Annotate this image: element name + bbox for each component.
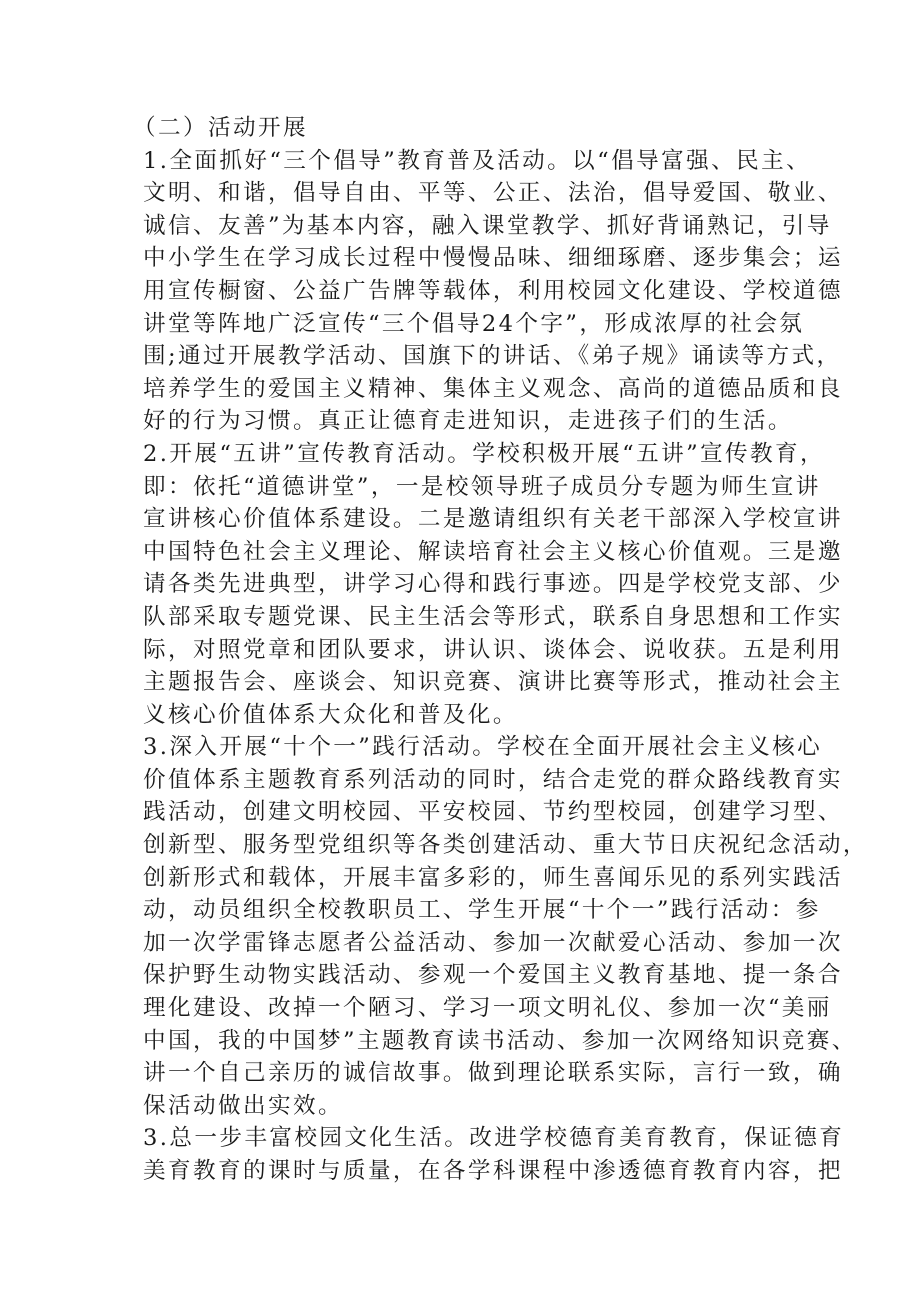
paragraph-4 (143, 1122, 845, 1187)
paragraph-line: 中国特色社会主义理论、解读培育社会主义核心价值观。三是邀 (143, 538, 843, 565)
paragraph-line: 讲一个自己亲历的诚信故事。做到理论联系实际，言行一致，确 (143, 1060, 843, 1087)
paragraph-line: 讲堂等阵地广泛宣传“三个倡导24个字”，形成浓厚的社会氛 (143, 310, 805, 337)
paragraph-line: 义核心价值体系大众化和普及化。 (143, 701, 518, 728)
paragraph-line: 动，动员组织全校教职员工、学生开展“十个一”践行活动：参 (143, 897, 821, 924)
section-heading: （二）活动开展 (133, 115, 308, 141)
paragraph-line: 价值体系主题教育系列活动的同时，结合走党的群众路线教育实 (143, 766, 843, 793)
paragraph-line: 文明、和谐，倡导自由、平等、公正、法治，倡导爱国、敬业、 (143, 180, 843, 207)
paragraph-3 (143, 731, 868, 1122)
paragraph-line: 2.开展“五讲”宣传教育活动。学校积极开展“五讲”宣传教育， (143, 440, 826, 467)
paragraph-line: 围;通过开展教学活动、国旗下的讲话、《弟子规》诵读等方式， (143, 343, 842, 370)
document-page (133, 112, 868, 1188)
paragraph-line: 主题报告会、座谈会、知识竞赛、演讲比赛等形式，推动社会主 (143, 669, 843, 696)
paragraph-line: 美育教育的课时与质量，在各学科课程中渗透德育教育内容，把 (143, 1158, 843, 1184)
paragraph-line: 即：依托“道德讲堂”，一是校领导班子成员分专题为师生宣讲 (143, 473, 821, 500)
paragraph-line: 保活动做出实效。 (143, 1092, 343, 1119)
paragraph-2 (143, 438, 843, 731)
paragraph-line: 培养学生的爱国主义精神、集体主义观念、高尚的道德品质和良 (143, 375, 843, 402)
paragraph-line: 理化建设、改掉一个陋习、学习一项文明礼仪、参加一次“美丽 (143, 995, 832, 1022)
paragraph-line: 队部采取专题党课、民主生活会等形式，联系自身思想和工作实 (143, 603, 843, 630)
paragraph-line: 践活动，创建文明校园、平安校园、节约型校园，创建学习型、 (143, 799, 843, 826)
paragraph-line: 创新型、服务型党组织等各类创建活动、重大节日庆祝纪念活动， (143, 832, 868, 859)
paragraph-line: 3.深入开展“十个一”践行活动。学校在全面开展社会主义核心 (143, 734, 823, 761)
paragraph-line: 请各类先进典型，讲学习心得和践行事迹。四是学校党支部、少 (143, 571, 843, 598)
paragraph-line: 宣讲核心价值体系建设。二是邀请组织有关老干部深入学校宣讲 (143, 506, 843, 533)
paragraph-line: 中小学生在学习成长过程中慢慢品味、细细琢磨、逐步集会；运 (143, 245, 843, 272)
paragraph-line: 用宣传橱窗、公益广告牌等载体，利用校园文化建设、学校道德 (143, 277, 843, 304)
paragraph-line: 3.总一步丰富校园文化生活。改进学校德育美育教育，保证德育 (143, 1125, 845, 1152)
paragraph-line: 际，对照党章和团队要求，讲认识、谈体会、说收获。五是利用 (143, 636, 843, 663)
paragraph-line: 中国，我的中国梦”主题教育读书活动、参加一次网络知识竞赛、 (143, 1027, 857, 1054)
paragraph-line: 创新形式和载体，开展丰富多彩的，师生喜闻乐见的系列实践活 (143, 864, 843, 891)
paragraph-line: 加一次学雷锋志愿者公益活动、参加一次献爱心活动、参加一次 (143, 929, 843, 956)
paragraph-1 (143, 145, 843, 438)
paragraph-line: 保护野生动物实践活动、参观一个爱国主义教育基地、提一条合 (143, 962, 843, 989)
paragraph-line: 诚信、友善”为基本内容，融入课堂教学、抓好背诵熟记，引导 (143, 212, 832, 239)
paragraph-line: 好的行为习惯。真正让德育走进知识，走进孩子们的生活。 (143, 408, 793, 435)
paragraph-line: 1.全面抓好“三个倡导”教育普及活动。以“倡导富强、民主、 (143, 147, 812, 174)
